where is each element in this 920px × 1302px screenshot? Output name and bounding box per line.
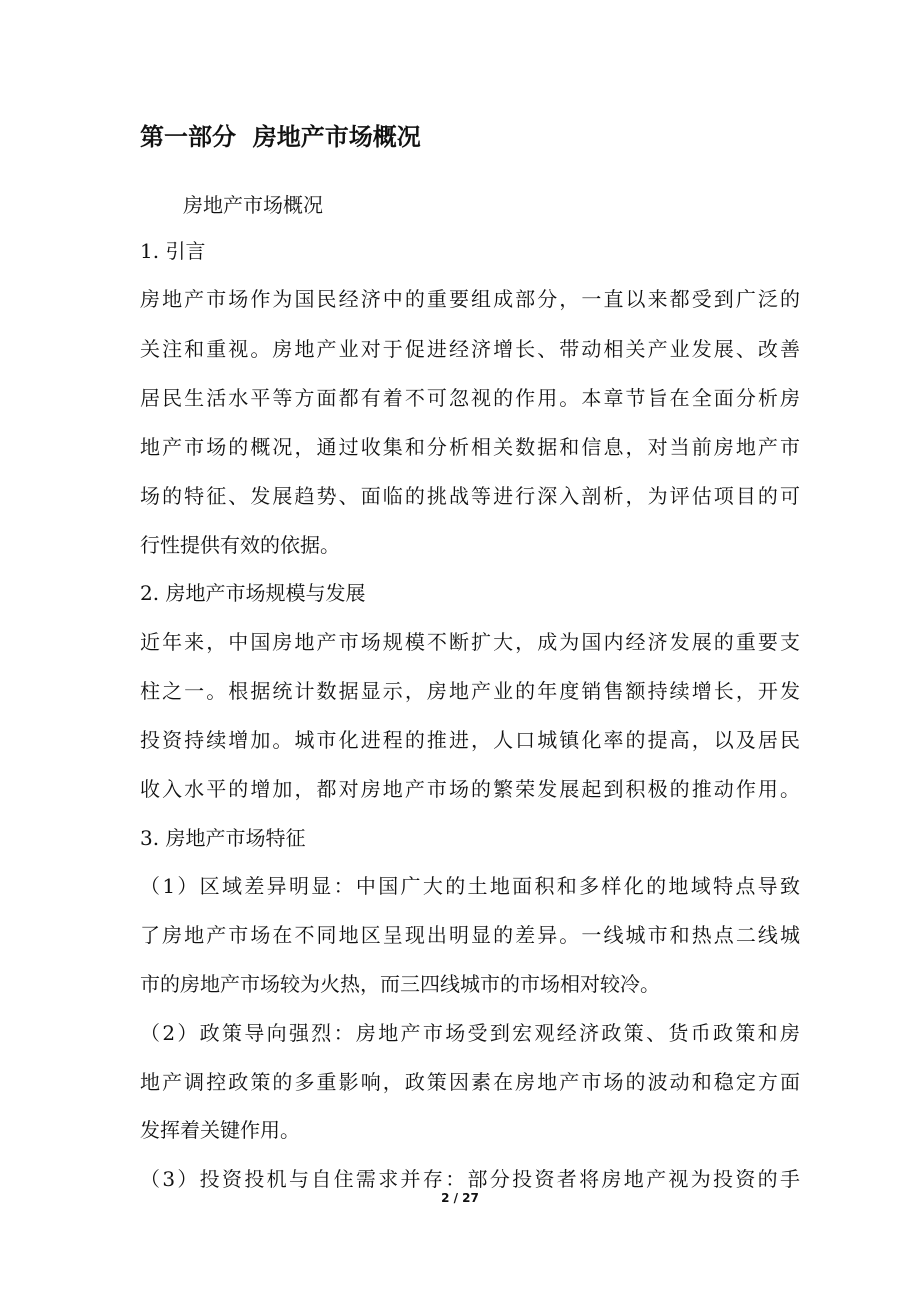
paragraph-line: 地产调控政策的多重影响，政策因素在房地产市场的波动和稳定方面 xyxy=(140,1070,800,1094)
paragraph-line: 居民生活水平等方面都有着不可忽视的作用。本章节旨在全面分析房 xyxy=(140,386,800,410)
paragraph-line: （3）投资投机与自住需求并存：部分投资者将房地产视为投资的手 xyxy=(140,1167,800,1191)
paragraph-line: 收入水平的增加，都对房地产市场的繁荣发展起到积极的推动作用。 xyxy=(140,777,800,801)
heading-introduction: 1. 引言 xyxy=(140,239,206,263)
paragraph-line: 近年来，中国房地产市场规模不断扩大，成为国内经济发展的重要支 xyxy=(140,630,800,654)
paragraph-line: 发挥着关键作用。 xyxy=(140,1118,300,1142)
paragraph-line: 行性提供有效的依据。 xyxy=(140,533,340,557)
paragraph-line: 了房地产市场在不同地区呈现出明显的差异。一线城市和热点二线城 xyxy=(140,923,800,947)
paragraph-line: 房地产市场作为国民经济中的重要组成部分，一直以来都受到广泛的 xyxy=(140,287,800,311)
paragraph-line: 场的特征、发展趋势、面临的挑战等进行深入剖析，为评估项目的可 xyxy=(140,484,800,508)
heading-market-scale: 2. 房地产市场规模与发展 xyxy=(140,581,366,605)
paragraph-line: 柱之一。根据统计数据显示，房地产业的年度销售额持续增长，开发 xyxy=(140,679,800,703)
subheading: 房地产市场概况 xyxy=(183,193,323,217)
paragraph-line: （2）政策导向强烈：房地产市场受到宏观经济政策、货币政策和房 xyxy=(140,1021,800,1045)
page-number: 2 / 27 xyxy=(441,1191,479,1205)
heading-market-features: 3. 房地产市场特征 xyxy=(140,826,306,850)
paragraph-line: 市的房地产市场较为火热，而三四线城市的市场相对较冷。 xyxy=(140,972,660,996)
paragraph-line: 地产市场的概况，通过收集和分析相关数据和信息，对当前房地产市 xyxy=(140,435,800,459)
paragraph-line: 关注和重视。房地产业对于促进经济增长、带动相关产业发展、改善 xyxy=(140,337,800,361)
paragraph-line: 投资持续增加。城市化进程的推进，人口城镇化率的提高，以及居民 xyxy=(140,728,800,752)
paragraph-line: （1）区域差异明显：中国广大的土地面积和多样化的地域特点导致 xyxy=(140,874,800,898)
section-heading: 第一部分 房地产市场概况 xyxy=(140,123,421,151)
